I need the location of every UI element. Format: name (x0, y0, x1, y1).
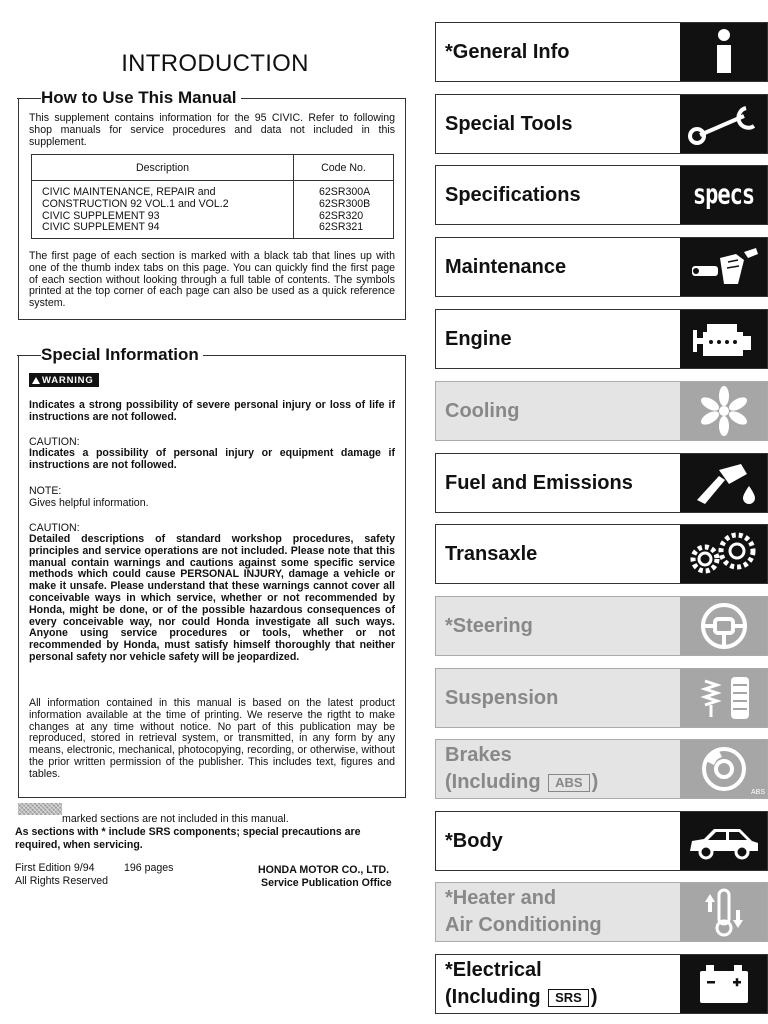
tab-label: *Body (445, 830, 503, 852)
warning-badge (29, 373, 99, 387)
tab-specifications[interactable] (435, 165, 768, 225)
how-to-intro-text: This supplement contains information for the 95 CIVIC. Refer to following shop manuals for service procedures and data not included in this supplement. (29, 112, 395, 148)
workshop-caution-text: Detailed descriptions of standard workshop procedures, safety principles and service operations are not included. Please note that this manual contain warnings and cautions against some specific service methods which could cause PERSONAL INJURY, damage a vehicle or make it unsafe. Please understand that these warnings cannot cover all conceivable ways in which service, whether or not recommended by Honda, might be done, or of the possible hazardous consequences of every conceivable way, nor could Honda investigate all such ways. Anyone using service procedures or tools, whether or not recommended by Honda, must satisfy himself thoroughly that neither personal safety nor vehicle safety will be jeopardized. (29, 533, 395, 663)
specs-icon-text: specs (692, 179, 755, 211)
table-header-row (32, 155, 394, 181)
tab-label: Fuel and Emissions (445, 472, 633, 494)
srs-note: As sections with * include SRS components; special precautions are required, when servicing. (15, 826, 361, 851)
including-prefix: (Including (445, 986, 541, 1008)
legend-rule (17, 355, 37, 356)
abs-corner-label: ABS (750, 789, 765, 796)
rights: All Rights Reserved (15, 875, 109, 887)
special-info-legend (17, 345, 203, 365)
tab-electrical[interactable] (435, 954, 768, 1014)
page-title: INTRODUCTION (121, 50, 309, 77)
tab-label-line2 (445, 984, 680, 1011)
maintenance-icon (680, 238, 767, 296)
shock-absorber-icon (680, 669, 767, 727)
note-label: NOTE: (29, 485, 62, 497)
table-code: 62SR300B (319, 197, 371, 210)
tab-fuel-and-emissions[interactable] (435, 453, 768, 513)
tab-label: Maintenance (445, 256, 567, 278)
how-to-use-legend (17, 88, 241, 108)
steering-wheel-icon (680, 597, 767, 655)
tab-body[interactable] (435, 811, 768, 871)
tab-label: Suspension (436, 669, 680, 727)
including-suffix: ) (591, 771, 599, 793)
engine-icon (680, 310, 767, 368)
not-included-swatch (18, 803, 62, 815)
tab-suspension[interactable] (435, 668, 768, 728)
specs-icon (680, 166, 767, 224)
publisher: HONDA MOTOR CO., LTD. (258, 864, 390, 876)
srs-box: SRS (548, 989, 589, 1007)
table-header-code: Code No. (294, 155, 394, 181)
tab-heater-and-air-conditioning[interactable] (435, 882, 768, 942)
tab-label (436, 740, 680, 798)
table-description: CIVIC MAINTENANCE, REPAIR and (42, 186, 216, 198)
table-code: 62SR300A (319, 186, 371, 198)
caution-label: CAUTION: (29, 436, 80, 448)
tab-brakes[interactable] (435, 739, 768, 799)
tab-label-line1: Brakes (445, 744, 512, 766)
warning-badge-label: WARNING (42, 375, 94, 386)
tab-label-line1: *Heater and (445, 887, 557, 909)
table-code: 62SR321 (319, 221, 364, 234)
tab-label (436, 955, 680, 1013)
including-prefix: (Including (445, 771, 541, 793)
car-icon (680, 812, 767, 870)
wrench-icon (680, 95, 767, 153)
caution-text: Indicates a possibility of personal injury or equipment damage if instructions are not followed. (29, 447, 395, 471)
info-icon (680, 23, 767, 81)
battery-icon (680, 955, 767, 1013)
gears-icon (680, 525, 767, 583)
tab-label: Special Tools (445, 113, 573, 135)
tab-special-tools[interactable] (435, 94, 768, 154)
tab-steering[interactable] (435, 596, 768, 656)
table-description: CIVIC SUPPLEMENT 94 (42, 221, 160, 234)
brake-disc-icon (680, 740, 767, 798)
tab-label: *Steering (436, 597, 680, 655)
fuel-nozzle-icon (680, 454, 767, 512)
table-row (32, 181, 394, 239)
tab-label: Specifications (445, 184, 581, 206)
tab-label-line2: Air Conditioning (445, 914, 602, 936)
table-cell-descriptions (32, 181, 294, 239)
publication-info-text: All information contained in this manual is based on the latest product information available at the time of printing. We reserve the rigtht to make changes at any time without notice. No part of this publication may be reproduced, stored in retrieval system, or transmitted, in any form by any means, electronic, mechanical, photocopying, recording, or otherwise, without the prior written permission of the publisher. This includes text, figures and tables. (29, 697, 395, 780)
how-to-use-heading: How to Use This Manual (41, 88, 241, 108)
special-info-heading: Special Information (41, 345, 203, 365)
tab-transaxle[interactable] (435, 524, 768, 584)
tab-label: Cooling (436, 382, 680, 440)
legend-rule (17, 98, 37, 99)
table-description: CONSTRUCTION 92 VOL.1 and VOL.2 (42, 197, 229, 210)
tab-general-info[interactable] (435, 22, 768, 82)
tab-label (436, 883, 680, 941)
abs-box: ABS (548, 774, 589, 792)
tab-cooling[interactable] (435, 381, 768, 441)
page-count: 196 pages (124, 862, 174, 874)
table-header-description: Description (32, 155, 294, 181)
tab-label: Engine (445, 328, 512, 350)
warning-triangle-icon (32, 377, 40, 384)
fan-icon (680, 382, 767, 440)
tab-label: Transaxle (445, 543, 538, 565)
note-text: Gives helpful information. (29, 497, 149, 509)
how-to-use-section (18, 88, 406, 320)
special-information-section (18, 345, 406, 798)
table-description: CIVIC SUPPLEMENT 93 (42, 209, 160, 222)
legend-note: marked sections are not included in this manual. (62, 813, 289, 825)
caution-label: CAUTION: (29, 522, 80, 534)
table-code: 62SR320 (319, 209, 364, 222)
including-suffix: ) (590, 986, 598, 1008)
tab-label: *General Info (445, 41, 570, 63)
warning-text: Indicates a strong possibility of severe personal injury or loss of life if instructions are not followed. (29, 399, 395, 423)
tab-label-line2 (445, 769, 680, 796)
manual-codes-table (31, 154, 394, 239)
tab-label-line1: *Electrical (445, 959, 542, 981)
table-cell-codes (294, 181, 394, 239)
edition: First Edition 9/94 (15, 862, 95, 874)
tab-engine[interactable] (435, 309, 768, 369)
tab-maintenance[interactable] (435, 237, 768, 297)
publisher-office: Service Publication Office (261, 877, 392, 889)
thermometer-icon (680, 883, 767, 941)
section-tab-text: The first page of each section is marked with a black tab that lines up with one of the thumb index tabs on this page. You can quickly find the first page of each section without looking through a full table of contents. The symbols printed at the top corner of each page can also be used as a quick reference system. (29, 250, 395, 310)
